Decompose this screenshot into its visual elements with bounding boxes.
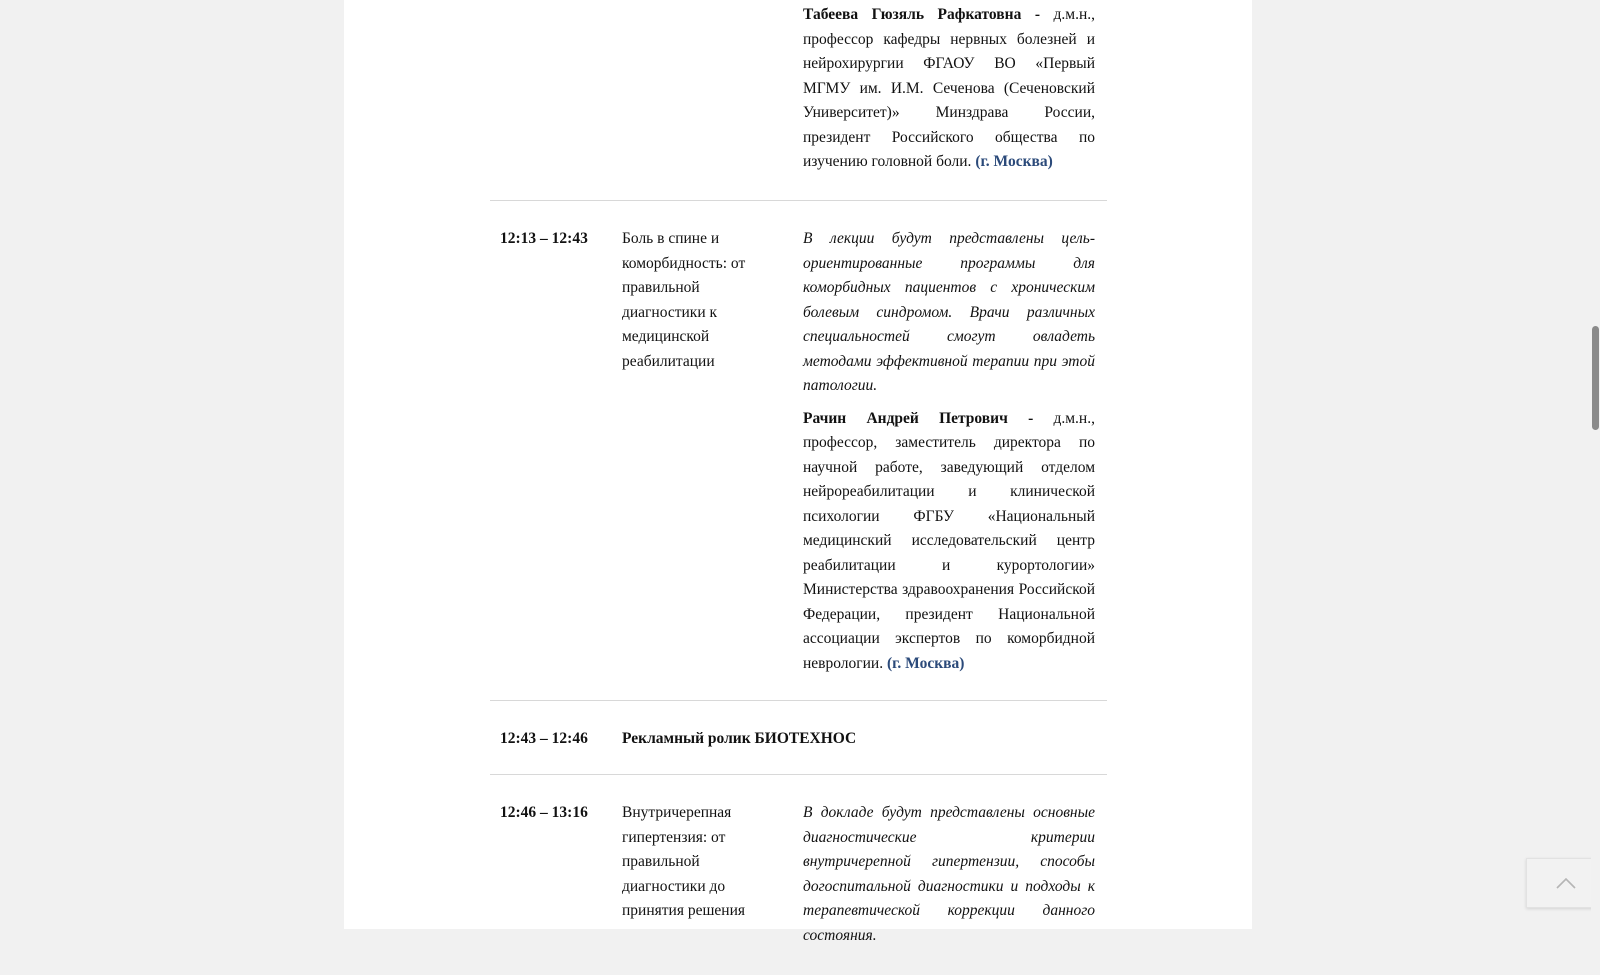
abstract-text: В лекции будут представлены цель-ориентированные программы для коморбидных пациентов с хроническим болевым синдромом. Врачи различных специальностей смогут овладеть методами эффективной терапии при этой патологии. [803, 230, 1095, 394]
description-cell [803, 0, 1095, 175]
speaker-city: (г. Москва) [886, 654, 965, 672]
speaker-city: (г. Москва) [975, 153, 1053, 170]
speaker-info: д.м.н., профессор кафедры нервных болезней и нейрохирургии ФГАОУ ВО «Первый МГМУ им. И.М. Сеченова (Сеченовский Университет)» Минздрава России, президент Российского общества по изучению головной боли. [803, 6, 1095, 170]
speaker-block [803, 407, 1095, 677]
speaker-separator: - [1021, 6, 1054, 23]
program-row [490, 775, 1107, 975]
speaker-name: Табеева Гюзяль Рафкатовна [803, 6, 1022, 23]
speaker-block [803, 3, 1095, 175]
title-cell: Боль в спине и коморбидность: от правильной диагностики к медицинской реабилитации [622, 230, 746, 370]
time-cell: 12:43 – 12:46 [500, 730, 588, 747]
time-cell: 12:13 – 12:43 [500, 230, 588, 247]
back-to-top-button[interactable] [1526, 858, 1600, 908]
title-cell: Внутричерепная гипертензия: от правильной диагностики до принятия решения [622, 804, 746, 919]
program-row [490, 201, 1107, 701]
chevron-up-icon [1555, 876, 1577, 890]
speaker-name: Рачин Андрей Петрович [803, 409, 1008, 427]
program-row [490, 0, 1107, 201]
description-cell [803, 775, 1095, 948]
speaker-info: д.м.н., профессор, заместитель директора по научной работе, заведующий отделом нейрореабилитации и клинической психологии ФГБУ «Национальный медицинский исследовательский центр реабилитации и курортологии» Министерства здравоохранения Российской Федерации, президент Национальной ассоциации экспертов по коморбидной неврологии. [803, 409, 1095, 672]
title-cell: Рекламный ролик БИОТЕХНОС [622, 730, 857, 747]
speaker-separator: - [1007, 409, 1054, 427]
time-cell: 12:46 – 13:16 [500, 804, 588, 821]
description-cell [803, 201, 1095, 676]
scrollbar-thumb[interactable] [1592, 326, 1599, 430]
abstract-text: В докладе будут представлены основные диагностические критерии внутричерепной гипертензии, способы догоспитальной диагностики и подходы к терапевтической коррекции данного состояния. [803, 804, 1095, 944]
content-page [344, 0, 1252, 944]
program-row [490, 701, 1107, 775]
vertical-scrollbar[interactable] [1591, 0, 1600, 929]
program-table [490, 0, 1107, 975]
